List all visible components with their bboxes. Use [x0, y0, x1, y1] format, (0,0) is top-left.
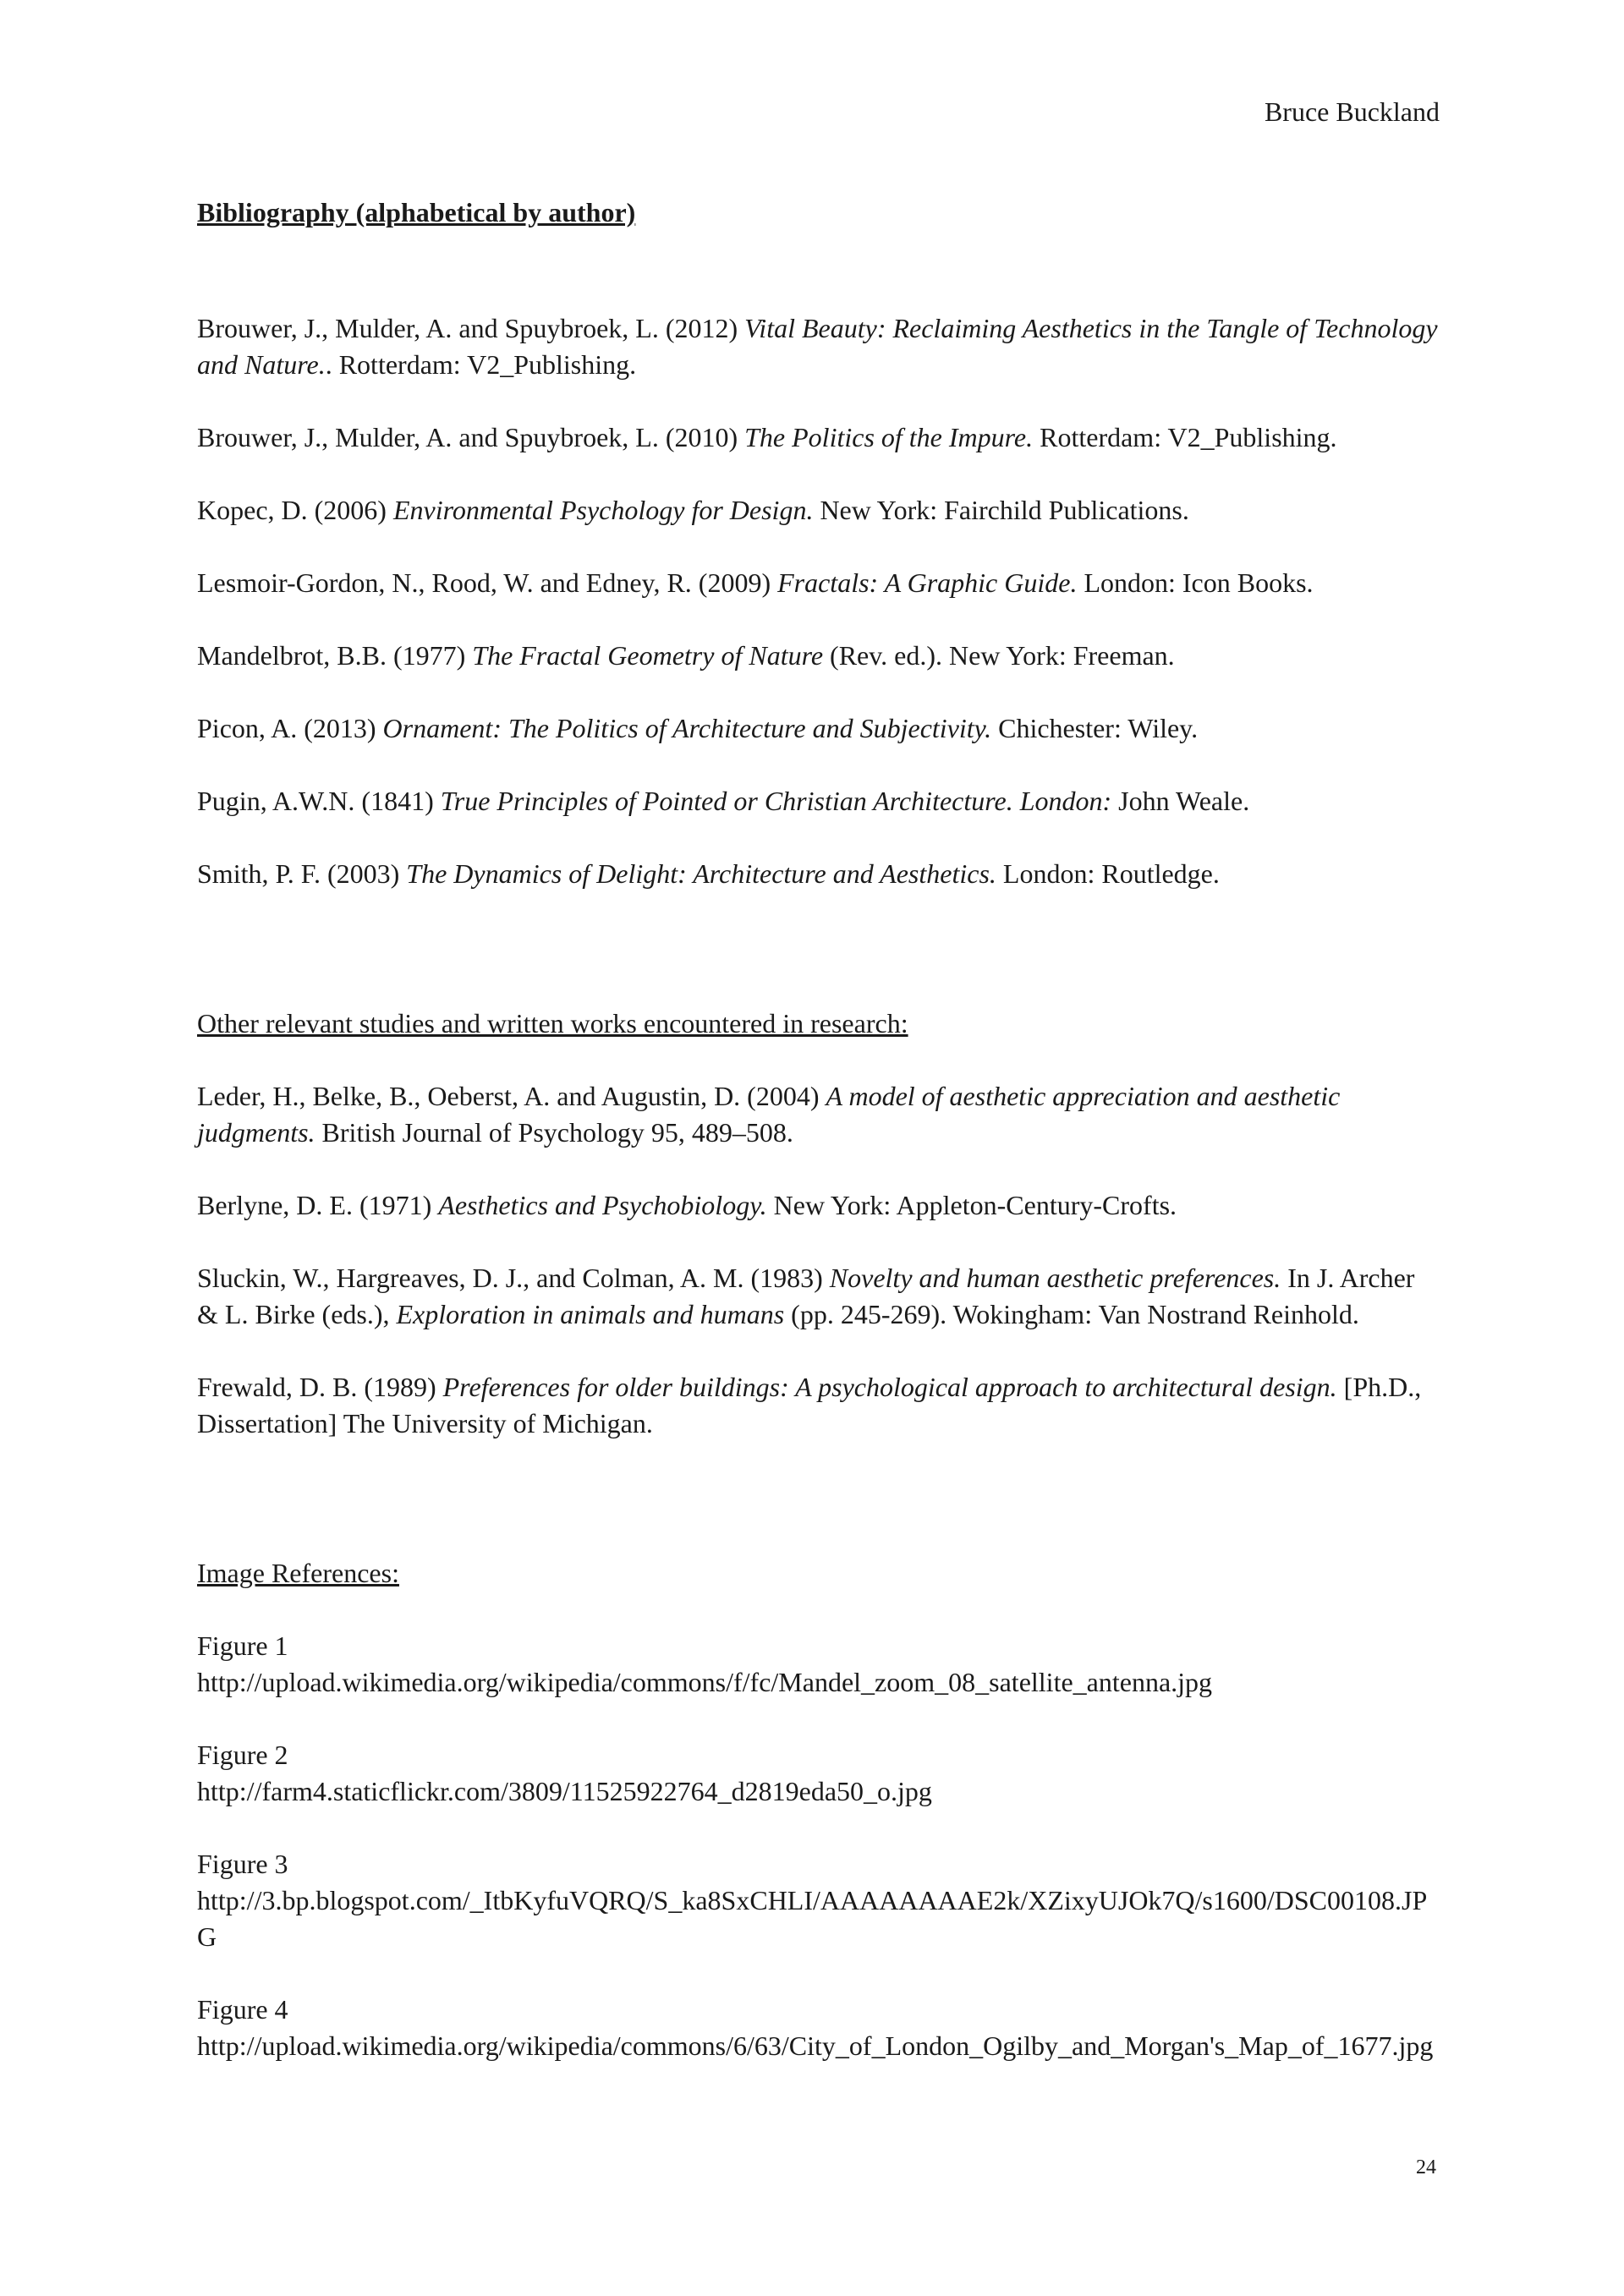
figure-label: Figure 4	[197, 1994, 288, 2025]
bibliography-entry: Brouwer, J., Mulder, A. and Spuybroek, L. (2012) Vital Beauty: Reclaiming Aesthetics in the Tangle of Technology and Nature.. Rotterdam: V2_Publishing.	[197, 313, 1438, 380]
author-header: Bruce Buckland	[1264, 96, 1440, 127]
work-title: True Principles of Pointed or Christian Architecture. London:	[440, 786, 1112, 816]
work-title: Ornament: The Politics of Architecture and Subjectivity.	[382, 713, 992, 743]
figure-reference	[197, 1737, 1440, 1810]
bibliography-entry: Kopec, D. (2006) Environmental Psychology for Design. New York: Fairchild Publications.	[197, 495, 1189, 525]
figure-url: http://3.bp.blogspot.com/_ItbKyfuVQRQ/S_ka8SxCHLI/AAAAAAAAE2k/XZixyUJOk7Q/s1600/DSC00108.JPG	[197, 1885, 1428, 1952]
study-entry: Leder, H., Belke, B., Oeberst, A. and Augustin, D. (2004) A model of aesthetic appreciation and aesthetic judgments. British Journal of Psychology 95, 489–508.	[197, 1081, 1341, 1148]
work-title: The Fractal Geometry of Nature	[472, 640, 824, 671]
work-title: Fractals: A Graphic Guide.	[777, 567, 1078, 598]
work-title: Environmental Psychology for Design.	[392, 495, 814, 525]
work-title: A model of aesthetic appreciation and aesthetic judgments.	[197, 1081, 1341, 1148]
bibliography-entry: Brouwer, J., Mulder, A. and Spuybroek, L. (2010) The Politics of the Impure. Rotterdam: V2_Publishing.	[197, 422, 1337, 452]
other-studies-title: Other relevant studies and written works encountered in research:	[197, 1008, 908, 1038]
figure-url: http://farm4.staticflickr.com/3809/11525922764_d2819eda50_o.jpg	[197, 1776, 932, 1806]
image-references-title: Image References:	[197, 1558, 399, 1588]
bibliography-title: Bibliography (alphabetical by author)	[197, 197, 636, 227]
work-title: The Politics of the Impure.	[744, 422, 1034, 452]
other-studies-list	[197, 1078, 1440, 1442]
image-references-list	[197, 1628, 1440, 2064]
bibliography-entry: Picon, A. (2013) Ornament: The Politics of Architecture and Subjectivity. Chichester: Wiley.	[197, 713, 1199, 743]
document-body	[197, 195, 1440, 2064]
figure-label: Figure 3	[197, 1849, 288, 1879]
work-title: Preferences for older buildings: A psychological approach to architectural design.	[442, 1372, 1337, 1402]
study-entry: Berlyne, D. E. (1971) Aesthetics and Psychobiology. New York: Appleton-Century-Crofts.	[197, 1190, 1177, 1220]
figure-url: http://upload.wikimedia.org/wikipedia/commons/f/fc/Mandel_zoom_08_satellite_antenna.jpg	[197, 1667, 1213, 1697]
bibliography-entry: Pugin, A.W.N. (1841) True Principles of Pointed or Christian Architecture. London: John Weale.	[197, 786, 1250, 816]
work-title: Exploration in animals and humans	[396, 1299, 785, 1329]
bibliography-list	[197, 310, 1440, 892]
study-entry: Frewald, D. B. (1989) Preferences for older buildings: A psychological approach to architectural design. [Ph.D., Dissertation] The University of Michigan.	[197, 1372, 1422, 1438]
figure-label: Figure 2	[197, 1740, 288, 1770]
work-title: The Dynamics of Delight: Architecture and Aesthetics.	[406, 858, 996, 889]
study-entry: Sluckin, W., Hargreaves, D. J., and Colman, A. M. (1983) Novelty and human aesthetic preferences. In J. Archer & L. Birke (eds.), Exploration in animals and humans (pp. 245-269). Wokingham: Van Nostrand Reinhold.	[197, 1263, 1415, 1329]
bibliography-entry: Mandelbrot, B.B. (1977) The Fractal Geometry of Nature (Rev. ed.). New York: Freeman.	[197, 640, 1175, 671]
work-title: Vital Beauty: Reclaiming Aesthetics in the Tangle of Technology and Nature.	[197, 313, 1438, 380]
work-title: Aesthetics and Psychobiology.	[438, 1190, 767, 1220]
figure-url: http://upload.wikimedia.org/wikipedia/commons/6/63/City_of_London_Ogilby_and_Morgan's_Map_of_1677.jpg	[197, 2030, 1434, 2061]
work-title: Novelty and human aesthetic preferences.	[829, 1263, 1281, 1293]
figure-reference	[197, 1628, 1440, 1701]
figure-reference	[197, 1846, 1440, 1955]
bibliography-entry: Smith, P. F. (2003) The Dynamics of Delight: Architecture and Aesthetics. London: Routledge.	[197, 858, 1220, 889]
figure-label: Figure 1	[197, 1630, 288, 1661]
bibliography-entry: Lesmoir-Gordon, N., Rood, W. and Edney, R. (2009) Fractals: A Graphic Guide. London: Icon Books.	[197, 567, 1314, 598]
figure-reference	[197, 1992, 1440, 2064]
page-number: 24	[1416, 2156, 1436, 2178]
